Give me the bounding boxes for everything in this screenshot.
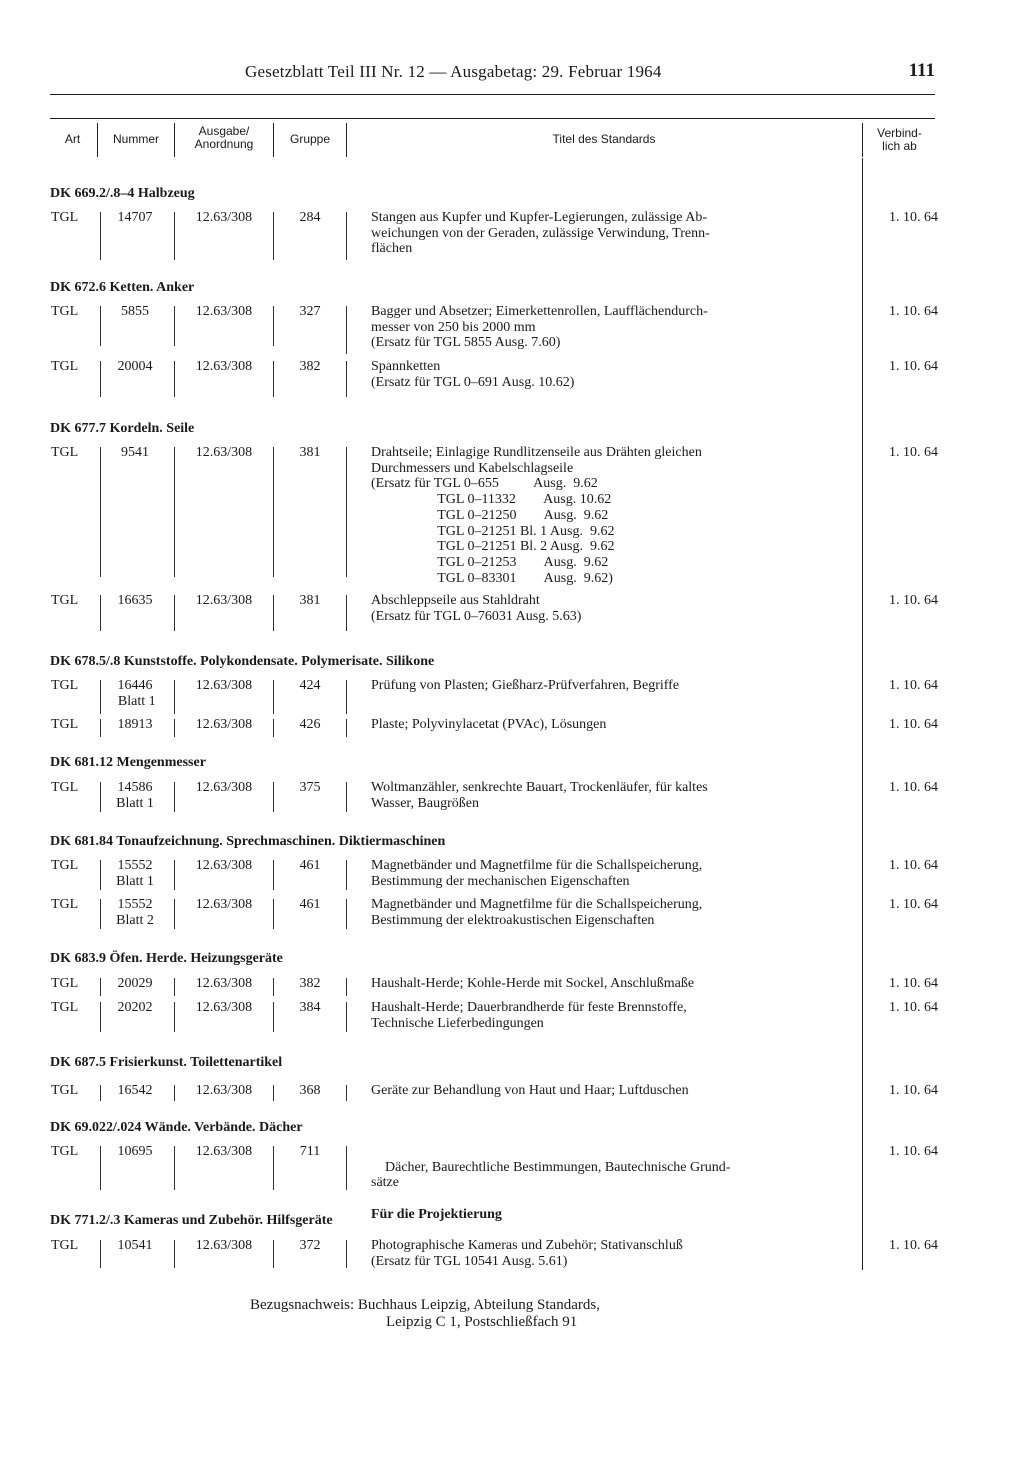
section-heading: DK 672.6 Ketten. Anker — [50, 280, 195, 295]
journal-title: Gesetzblatt Teil III Nr. 12 — Ausgabetag: 29. Februar 1964 — [245, 62, 662, 81]
title-note: Für die Projektierung — [371, 1206, 502, 1222]
footer-note — [250, 1297, 600, 1331]
col-verbindlich: Verbind- lich ab — [877, 126, 922, 153]
footer-line-2: Leipzig C 1, Postschließfach 91 — [386, 1314, 578, 1330]
section-heading: DK 771.2/.3 Kameras und Zubehör. Hilfsgeräte — [50, 1213, 333, 1228]
page-header — [50, 60, 935, 95]
section-heading: DK 681.12 Mengenmesser — [50, 755, 206, 770]
col-ausgabe: Ausgabe/ Anordnung — [194, 124, 254, 151]
section-heading: DK 677.7 Kordeln. Seile — [50, 421, 195, 436]
section-heading: DK 669.2/.8–4 Halbzeug — [50, 186, 195, 201]
col-art: Art — [64, 132, 81, 146]
footer-line-1: Bezugsnachweis: Buchhaus Leipzig, Abteilung Standards, — [250, 1297, 600, 1313]
section-heading: DK 681.84 Tonaufzeichnung. Sprechmaschinen. Diktiermaschinen — [50, 834, 446, 849]
section-heading: DK 69.022/.024 Wände. Verbände. Dächer — [50, 1120, 303, 1135]
section-heading: DK 683.9 Öfen. Herde. Heizungsgeräte — [50, 951, 283, 966]
row-title: Dächer, Baurechtliche Bestimmungen, Bautechnische Grund- sätze Für die Projektierung — [371, 1144, 841, 1254]
section-heading: DK 678.5/.8 Kunststoffe. Polykondensate. Polymerisate. Silikone — [50, 654, 435, 669]
section-heading: DK 687.5 Frisierkunst. Toilettenartikel — [50, 1055, 283, 1070]
col-titel: Titel des Standards — [552, 132, 656, 146]
column-divider — [862, 158, 863, 1270]
col-nummer: Nummer — [112, 132, 159, 146]
col-gruppe: Gruppe — [289, 132, 331, 146]
table-header — [50, 118, 935, 159]
page-number: 111 — [908, 60, 935, 81]
